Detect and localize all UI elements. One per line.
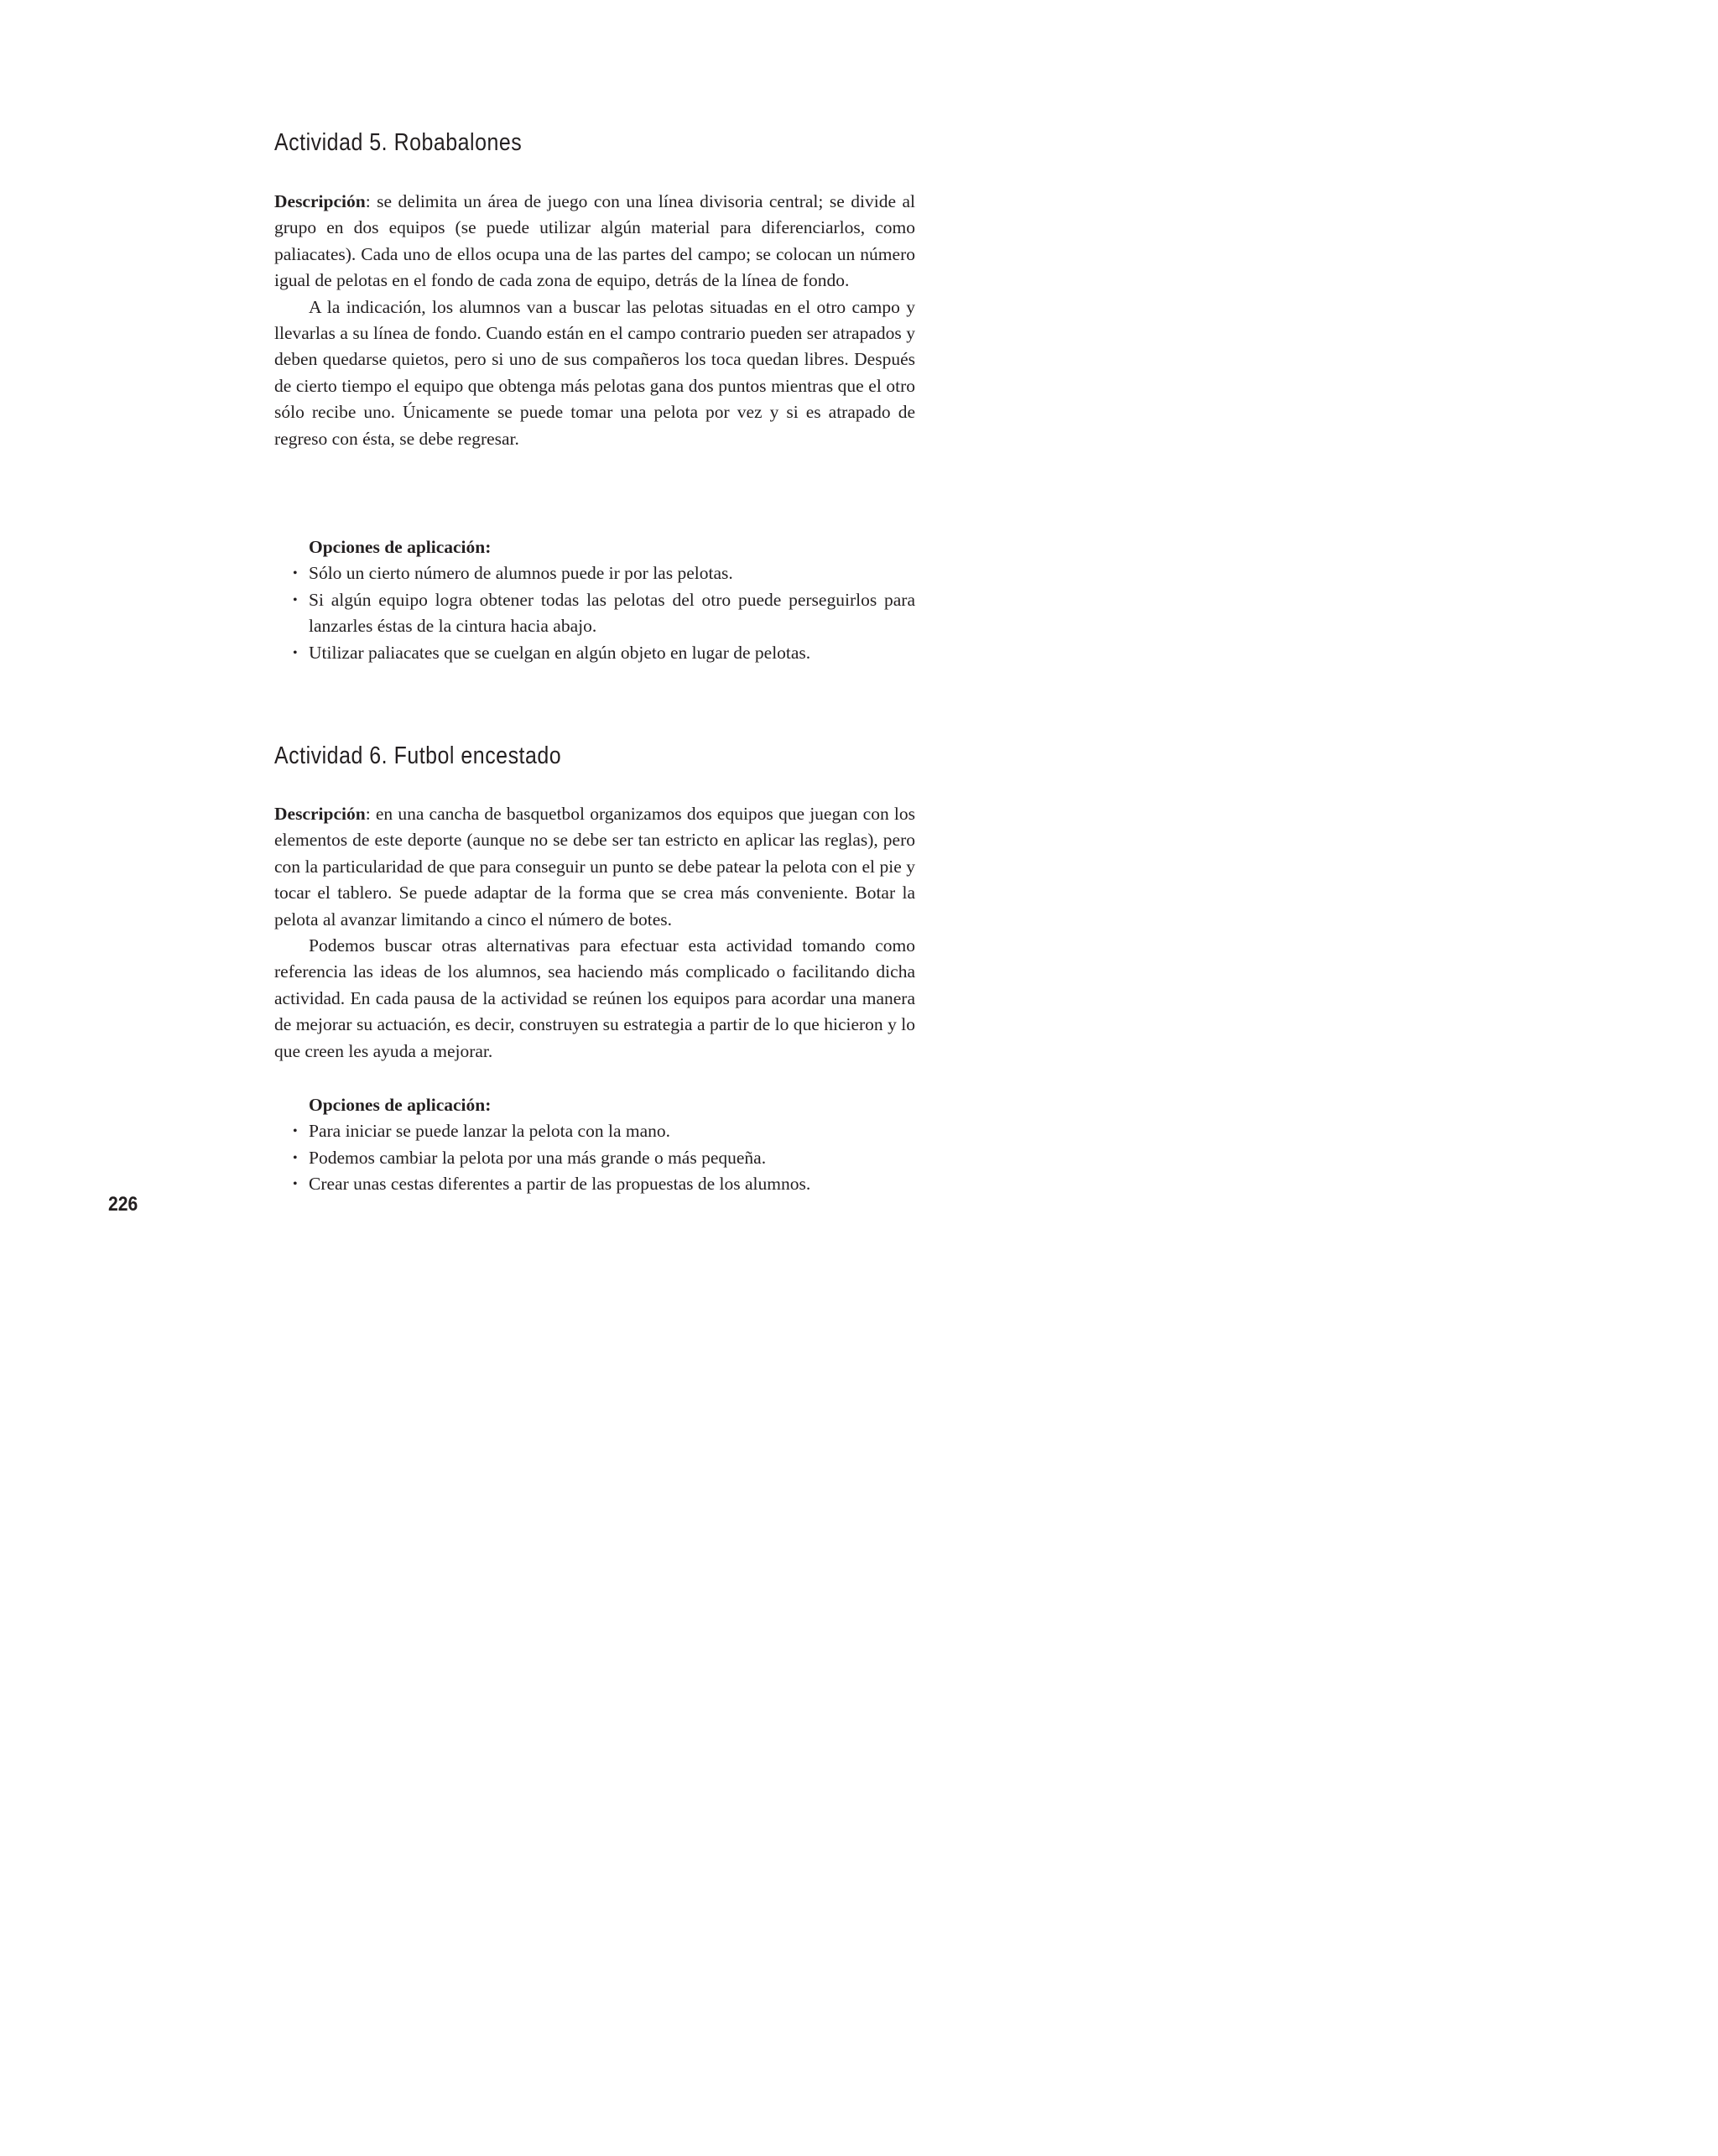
list-item	[274, 640, 915, 666]
list-item	[274, 1145, 915, 1171]
bullet-icon: •	[293, 1177, 298, 1192]
list-item	[274, 587, 915, 640]
options-title: Opciones de aplicación:	[309, 537, 492, 557]
options-list	[274, 1118, 915, 1197]
body-paragraph: A la indicación, los alumnos van a buscar las pelotas situadas en el otro campo y llevarlas a su línea de fondo. Cuando están en el campo contrario pueden ser atrapados y deben quedarse quietos, pero si uno de sus compañeros los toca quedan libres. Después de cierto tiempo el equipo que obtenga más pelotas gana dos puntos mientras que el otro sólo recibe uno. Únicamente se puede tomar una pelota por vez y si es atrapado de regreso con ésta, se debe regresar.	[274, 296, 915, 449]
list-item-text: Para iniciar se puede lanzar la pelota con la mano.	[309, 1121, 670, 1142]
list-item-text: Sólo un cierto número de alumnos puede ir por las pelotas.	[309, 563, 733, 584]
list-item-text: Crear unas cestas diferentes a partir de las propuestas de los alumnos.	[309, 1174, 811, 1195]
list-item-text: Utilizar paliacates que se cuelgan en algún objeto en lugar de pelotas.	[309, 642, 811, 663]
description-text: : en una cancha de basquetbol organizamos dos equipos que juegan con los elementos de este deporte (aunque no se debe ser tan estricto en aplicar las reglas), pero con la particularidad de que para conseguir un punto se debe patear la pelota con el pie y tocar el tablero. Se puede adaptar de la forma que se crea más conveniente. Botar la pelota al avanzar limitando a cinco el número de botes.	[274, 804, 915, 930]
body-paragraph: Podemos buscar otras alternativas para efectuar esta actividad tomando como referencia las ideas de los alumnos, sea haciendo más complicado o facilitando dicha actividad. En cada pausa de la actividad se reúnen los equipos para acordar una manera de mejorar su actuación, es decir, construyen su estrategia a partir de lo que hicieron y lo que creen les ayuda a mejorar.	[274, 935, 915, 1061]
list-item-text: Si algún equipo logra obtener todas las pelotas del otro puede perseguirlos para lanzarles éstas de la cintura hacia abajo.	[309, 589, 915, 637]
section-title-actividad-6: Actividad 6. Futbol encestado	[274, 742, 562, 769]
bullet-icon: •	[293, 645, 298, 660]
description-paragraph	[274, 189, 915, 294]
description-text: : se delimita un área de juego con una línea divisoria central; se divide al grupo en dos equipos (se puede utilizar algún material para diferenciarlos, como paliacates). Cada uno de ellos ocupa una de las partes del campo; se colocan un número igual de pelotas en el fondo de cada zona de equipo, detrás de la línea de fondo.	[274, 191, 915, 291]
options-title: Opciones de aplicación:	[309, 1095, 492, 1115]
description-label: Descripción	[274, 804, 366, 824]
list-item	[274, 1171, 915, 1197]
page-number: 226	[108, 1193, 138, 1216]
list-item	[274, 560, 915, 586]
list-item	[274, 1118, 915, 1144]
description-paragraph	[274, 801, 915, 933]
description-label: Descripción	[274, 191, 366, 211]
options-block-actividad-6	[274, 1092, 915, 1198]
document-page	[0, 0, 1040, 1305]
bullet-icon: •	[293, 566, 298, 581]
bullet-icon: •	[293, 1124, 298, 1139]
options-list	[274, 560, 915, 666]
section-body-actividad-5	[274, 189, 915, 452]
bullet-icon: •	[293, 592, 298, 607]
options-block-actividad-5	[274, 534, 915, 666]
section-body-actividad-6	[274, 801, 915, 1065]
list-item-text: Podemos cambiar la pelota por una más grande o más pequeña.	[309, 1147, 767, 1168]
section-title-actividad-5: Actividad 5. Robabalones	[274, 129, 523, 156]
bullet-icon: •	[293, 1150, 298, 1165]
